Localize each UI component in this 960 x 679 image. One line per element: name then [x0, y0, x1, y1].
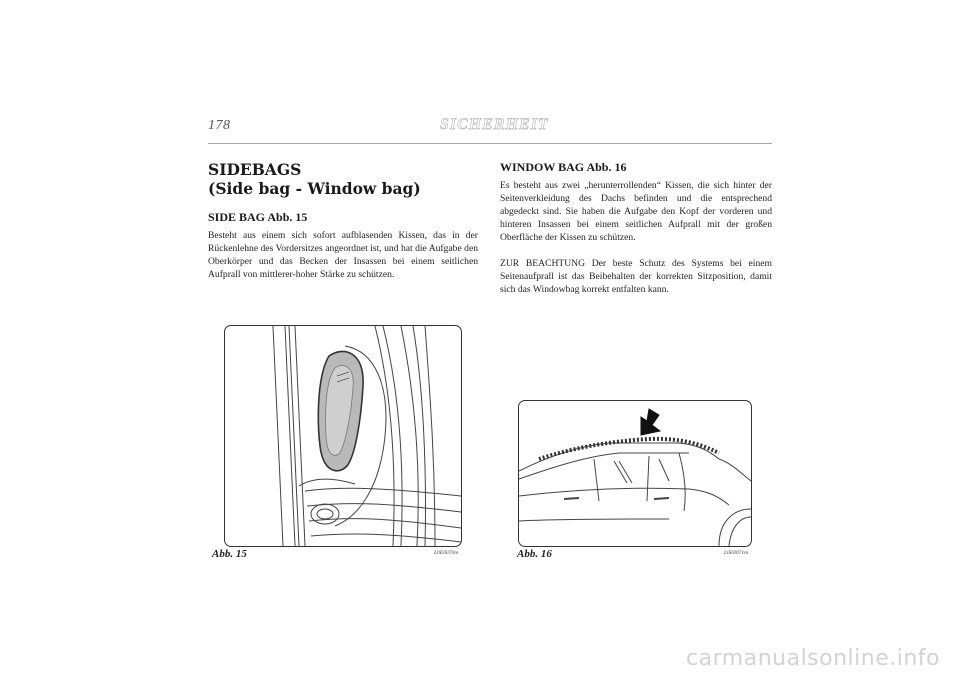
figure-16-label: Abb. 16	[517, 548, 552, 560]
side-bag-illustration	[224, 325, 462, 547]
figure-15-label: Abb. 15	[212, 548, 247, 560]
side-bag-subheading: SIDE BAG Abb. 15	[208, 210, 308, 224]
main-heading	[208, 160, 478, 198]
figure-15-code: L0E0070m	[434, 550, 459, 556]
section-title: SICHERHEIT	[440, 116, 549, 133]
page-number: 178	[208, 118, 231, 133]
window-bag-paragraph: Es besteht aus zwei „herunterrollenden“ Kissen, die sich hinter der Seitenverkleidung des Dachs befinden und die entsprechend abgedeckt sind. Sie haben die Aufgabe den Kopf der vorderen und hinteren Insassen bei einem seitlichen Aufprall mit der großen Oberfläche der Kissen zu schützen.	[500, 180, 772, 243]
seat-sidebag-drawing	[225, 326, 461, 546]
main-heading-line1: SIDEBAGS	[208, 160, 302, 179]
header-divider	[208, 143, 772, 144]
main-heading-line2: (Side bag - Window bag)	[208, 179, 421, 198]
left-column	[208, 160, 478, 294]
watermark: carmanualsonline.info	[686, 646, 940, 671]
window-bag-subheading: WINDOW BAG Abb. 16	[500, 160, 627, 174]
right-column	[500, 160, 772, 309]
car-windowbag-drawing	[519, 401, 751, 546]
side-bag-paragraph: Besteht aus einem sich sofort aufblasenden Kissen, das in der Rückenlehne des Vordersitzes angeordnet ist, und hat die Aufgabe den Oberkörper und das Becken der Insassen bei einem seitlichen Aufprall von mittlerer-hoher Stärke zu schützen.	[208, 230, 478, 280]
figure-16-code: L0E0071m	[724, 550, 749, 556]
attention-note: ZUR BEACHTUNG Der beste Schutz des Systems bei einem Seitenaufprall ist das Beibehalten der korrekten Sitzposition, damit sich das Windowbag korrekt entfalten kann.	[500, 258, 772, 295]
window-bag-illustration	[518, 400, 752, 547]
